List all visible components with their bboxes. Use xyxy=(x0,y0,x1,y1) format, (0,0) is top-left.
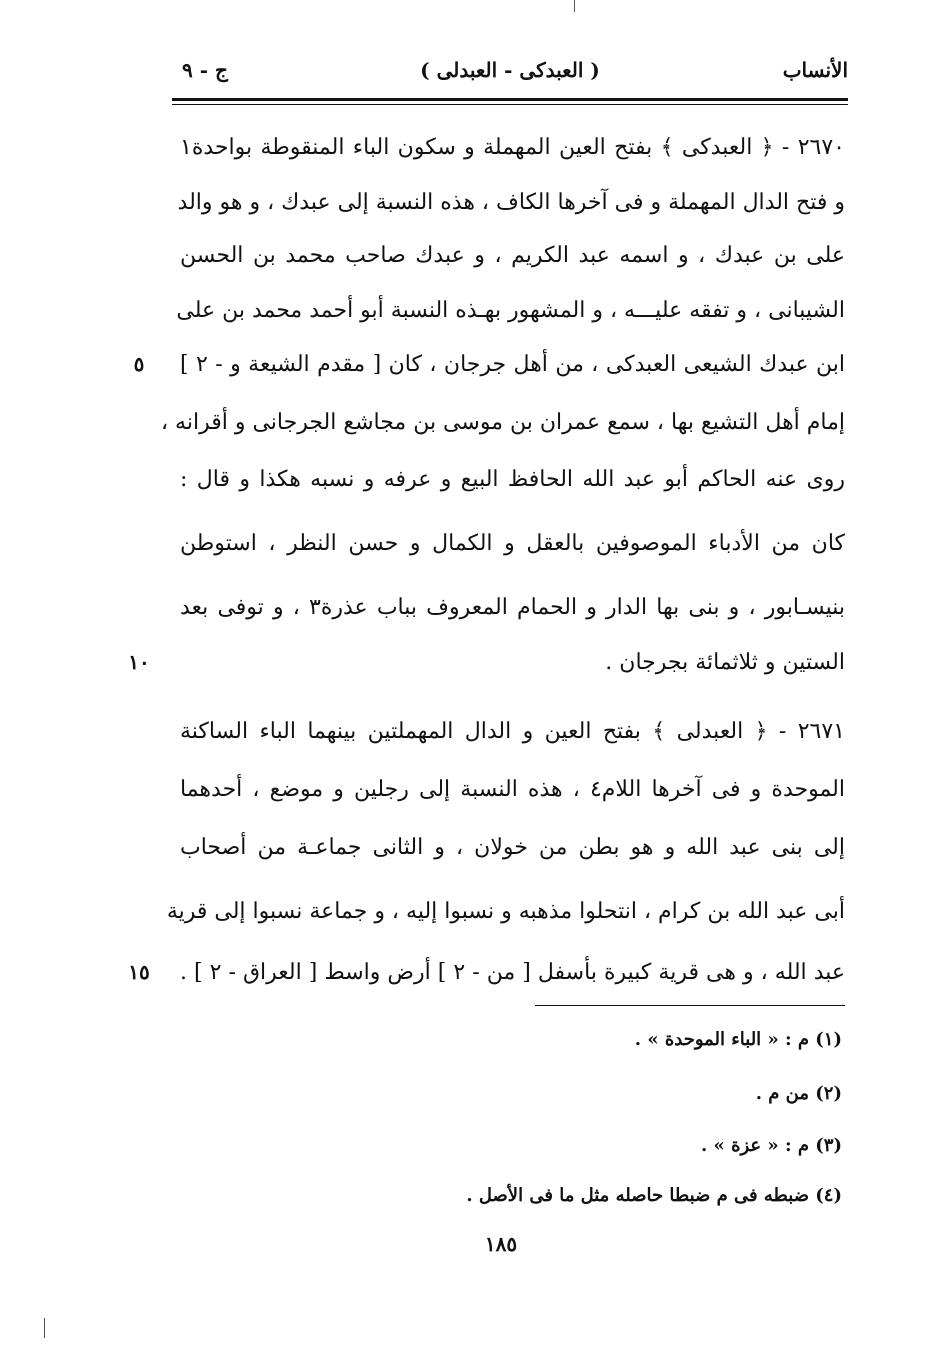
text-line: عبد الله ، و هى قرية كبيرة بأسفل [ من - ٢ ] أرض واسط [ العراق - ٢ ] . xyxy=(180,960,846,985)
running-header xyxy=(172,52,848,92)
section-title: ( العبدكى - العبدلى ) xyxy=(420,58,600,82)
text-line: بنيسـابور ، و بنى بها الدار و الحمام المعروف بباب عذرة٣ ، و توفى بعد xyxy=(180,595,845,620)
text-line: ابن عبدك الشيعى العبدكى ، من أهل جرجان ، كان [ مقدم الشيعة و - ٢ ] xyxy=(180,352,845,377)
footnote-rule xyxy=(535,1005,845,1006)
footnote: (٢) من م . xyxy=(755,1083,842,1104)
volume-label: ج - ٩ xyxy=(182,58,228,82)
book-title: الأنساب xyxy=(782,58,848,82)
page-number: ١٨٥ xyxy=(484,1232,518,1256)
footnote: (٣) م : « عزة » . xyxy=(701,1135,842,1156)
text-line: روى عنه الحاكم أبو عبد الله الحافظ البيع و عرفه و نسبه هكذا و قال : xyxy=(180,467,845,492)
text-line: إلى بنى عبد الله و هو بطن من خولان ، و الثانى جماعـة من أصحاب xyxy=(180,835,845,860)
text-line: و فتح الدال المهملة و فى آخرها الكاف ، هذه النسبة إلى عبدك ، و هو والد xyxy=(177,190,845,215)
header-rule-thin xyxy=(172,104,848,105)
text-line: ٢٦٧١ - ﴿ العبدلى ﴾ بفتح العين و الدال المهملتين بينهما الباء الساكنة xyxy=(180,719,845,744)
line-number-10: ١٠ xyxy=(128,650,150,674)
text-line: إمام أهل التشيع بها ، سمع عمران بن موسى بن مجاشع الجرجانى و أقرانه ، xyxy=(160,410,845,435)
header-rule xyxy=(172,98,848,101)
footnote: (١) م : « الباء الموحدة » . xyxy=(634,1029,842,1050)
text-line: الموحدة و فى آخرها اللام٤ ، هذه النسبة إلى رجلين و موضع ، أحدهما xyxy=(180,777,845,802)
text-line: كان من الأدباء الموصوفين بالعقل و الكمال و حسن النظر ، استوطن xyxy=(180,531,845,556)
line-number-5: ٥ xyxy=(133,352,145,376)
text-line: ٢٦٧٠ - ﴿ العبدكى ﴾ بفتح العين المهملة و سكون الباء المنقوطة بواحدة١ xyxy=(180,135,845,160)
line-number-15: ١٥ xyxy=(128,960,150,984)
scan-mark xyxy=(44,1318,45,1338)
scan-mark xyxy=(574,0,575,12)
text-line: الستين و ثلاثمائة بجرجان . xyxy=(605,650,845,675)
text-line: الشيبانى ، و تفقه عليـــه ، و المشهور بهـذه النسبة أبو أحمد محمد بن على xyxy=(176,298,845,323)
text-line: على بن عبدك ، و اسمه عبد الكريم ، و عبدك صاحب محمد بن الحسن xyxy=(180,243,845,268)
footnote: (٤) ضبطه فى م ضبطا حاصله مثل ما فى الأصل . xyxy=(466,1185,842,1206)
text-line: أبى عبد الله بن كرام ، انتحلوا مذهبه و نسبوا إليه ، و جماعة نسبوا إلى قرية xyxy=(166,899,845,924)
